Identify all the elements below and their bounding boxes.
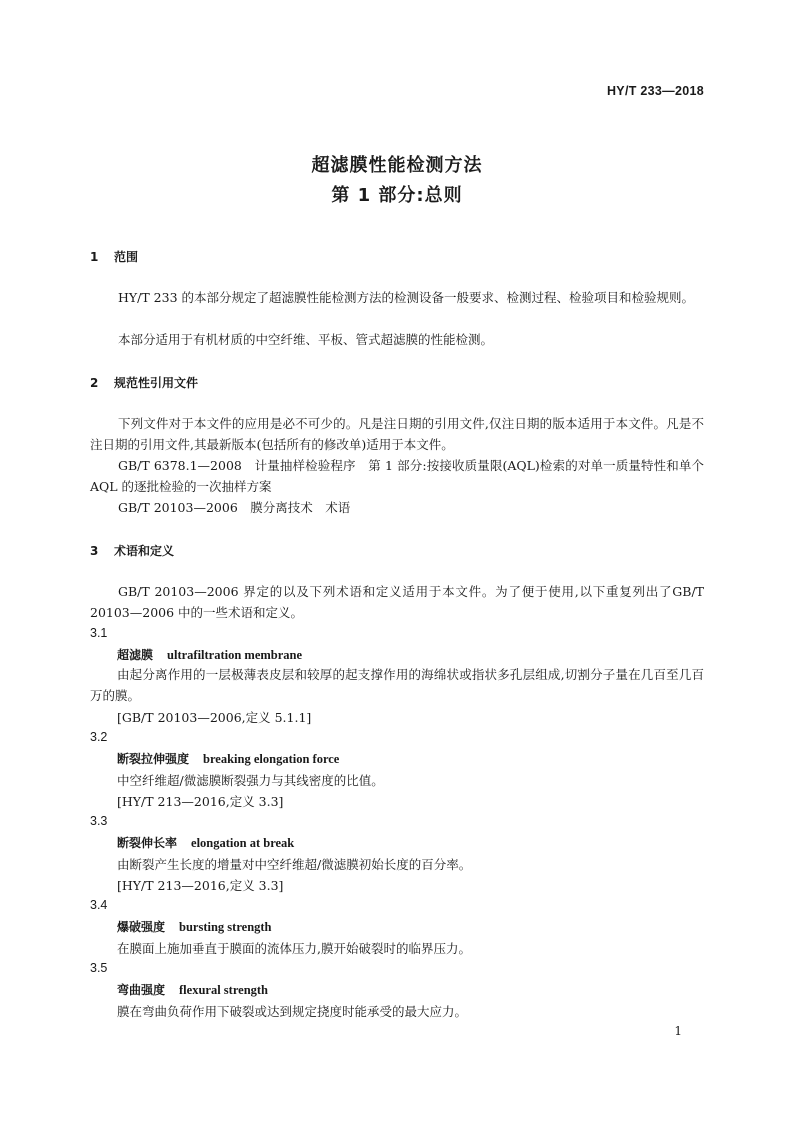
- term-definition: 中空纤维超/微滤膜断裂强力与其线密度的比值。: [117, 773, 384, 788]
- term-name: [117, 646, 302, 663]
- standard-number: HY/T 233—2018: [606, 84, 704, 98]
- term-zh: 断裂伸长率: [117, 836, 178, 850]
- term-zh: 断裂拉伸强度: [117, 752, 190, 766]
- paragraph: GB/T 20103—2006 界定的以及下列术语和定义适用于本文件。为了便于使用,以下重复列出了GB/T 20103—2006 中的一些术语和定义。: [90, 584, 704, 620]
- paragraph: HY/T 233 的本部分规定了超滤膜性能检测方法的检测设备一般要求、检测过程、检验项目和检验规则。: [118, 290, 695, 305]
- term-zh: 超滤膜: [117, 648, 154, 662]
- document-title: 超滤膜性能检测方法: [311, 155, 483, 176]
- term-en: elongation at break: [191, 836, 295, 850]
- section-title: 规范性引用文件: [114, 376, 199, 390]
- term-source: [HY/T 213—2016,定义 3.3]: [117, 794, 284, 809]
- section-title: 术语和定义: [114, 544, 175, 558]
- paragraph: 本部分适用于有机材质的中空纤维、平板、管式超滤膜的性能检测。: [118, 332, 494, 347]
- reference-gbt6378: GB/T 6378.1—2008 计量抽样检验程序 第 1 部分:按接收质量限(AQL)检索的对单一质量特性和单个 AQL 的逐批检验的一次抽样方案: [90, 458, 704, 494]
- section-number: 1: [90, 250, 99, 264]
- term-zh: 爆破强度: [117, 920, 166, 934]
- term-definition: 由断裂产生长度的增量对中空纤维超/微滤膜初始长度的百分率。: [117, 857, 472, 872]
- section-heading-scope: [90, 248, 138, 265]
- section-heading-normative-references: [90, 374, 198, 391]
- term-number: 3.2: [90, 730, 108, 744]
- term-en: breaking elongation force: [203, 752, 340, 766]
- document-subtitle: 第 1 部分:总则: [331, 185, 463, 206]
- term-number: 3.4: [90, 898, 108, 912]
- section-title: 范围: [114, 250, 139, 264]
- term-definition: 由起分离作用的一层极薄表皮层和较厚的起支撑作用的海绵状或指状多孔层组成,切割分子量在几百至几百万的膜。: [90, 667, 704, 703]
- term-name: [117, 750, 339, 767]
- term-source: [GB/T 20103—2006,定义 5.1.1]: [117, 710, 312, 725]
- section-number: 2: [90, 376, 99, 390]
- term-en: ultrafiltration membrane: [167, 648, 303, 662]
- term-number: 3.3: [90, 814, 108, 828]
- term-en: bursting strength: [179, 920, 272, 934]
- term-number: 3.5: [90, 961, 108, 975]
- term-en: flexural strength: [179, 983, 269, 997]
- reference-gbt20103: GB/T 20103—2006 膜分离技术 术语: [118, 500, 351, 515]
- term-name: [117, 918, 272, 935]
- section-heading-terms: [90, 542, 174, 559]
- term-name: [117, 981, 268, 998]
- term-source: [HY/T 213—2016,定义 3.3]: [117, 878, 284, 893]
- page-number: 1: [674, 1024, 682, 1038]
- section-number: 3: [90, 544, 99, 558]
- term-definition: 在膜面上施加垂直于膜面的流体压力,膜开始破裂时的临界压力。: [117, 941, 471, 956]
- paragraph: 下列文件对于本文件的应用是必不可少的。凡是注日期的引用文件,仅注日期的版本适用于本文件。凡是不注日期的引用文件,其最新版本(包括所有的修改单)适用于本文件。: [90, 416, 704, 452]
- term-name: [117, 834, 294, 851]
- term-number: 3.1: [90, 626, 108, 640]
- term-zh: 弯曲强度: [117, 983, 166, 997]
- term-definition: 膜在弯曲负荷作用下破裂或达到规定挠度时能承受的最大应力。: [117, 1004, 468, 1019]
